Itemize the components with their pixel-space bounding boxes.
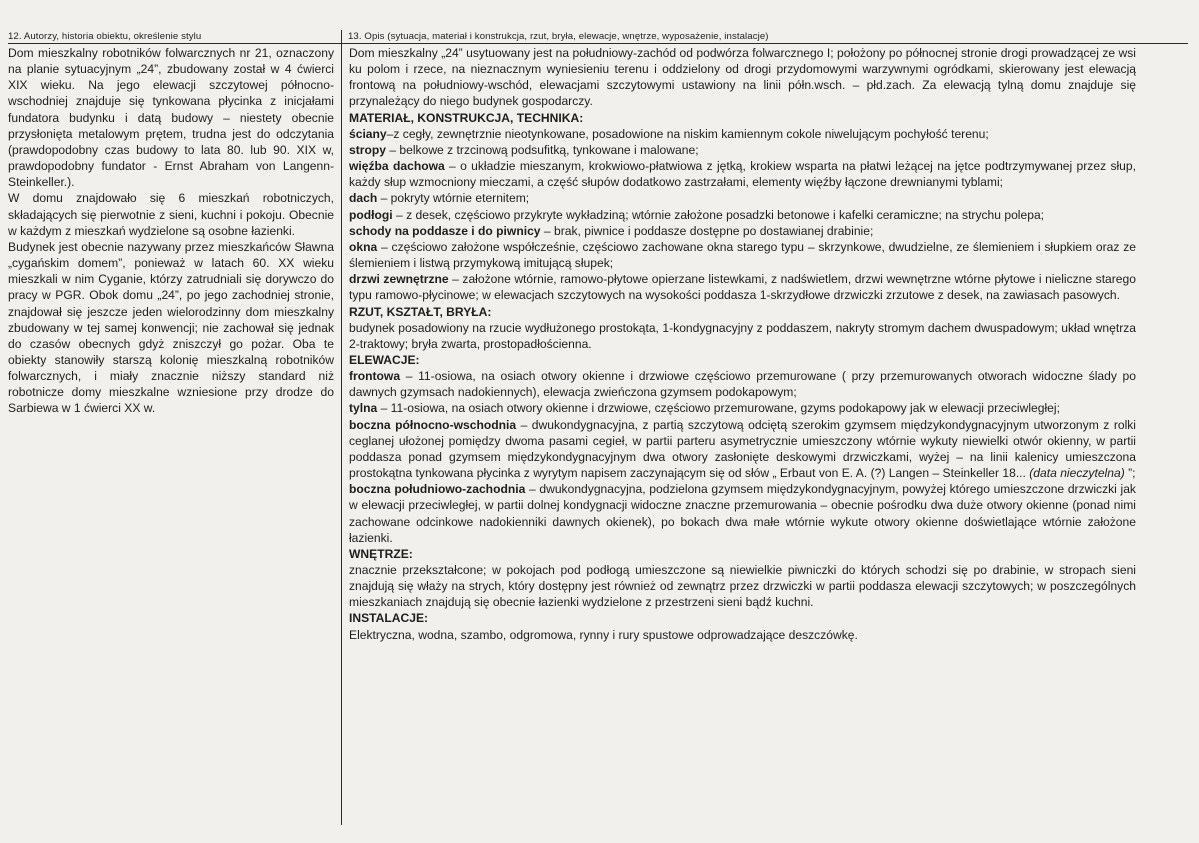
item-text: – częściowo założone współcześnie, częściowo zachowane okna starego typu – skrzynkowe, dwudzielne, ze ślemieniem i słupkiem oraz ze ślemieniem i listwą przymykową imitującą słupek;	[349, 239, 1136, 271]
item-text: – dwukondygnacyjna, z partią szczytową odciętą szerokim gzymsem międzykondygnacyjnym utworzonym z rolki ceglanej ułożonej pomiędzy dwoma pasami cegieł, w partii parteru asymetrycznie umieszczony wtórnie wykuty niewielki otwór okienny, w partii poddasza ponad gzymsem międzykondygnacyjnym dwa otwory zasłonięte deskowymi drzwiczkami, wyżej – na linii kalenicy umieszczona prostokątna tynkowana płycinka z wyrytym napisem zaczynającym się od słów „ Erbaut von E. A. (?) Langen – Steinkeller 18...	[349, 417, 1136, 481]
item-podlogi	[349, 207, 1136, 223]
item-text-end: ”;	[1124, 466, 1136, 481]
item-text: – dwukondygnacyjna, podzielona gzymsem międzykondygnacyjnym, powyżej którego umieszczone drzwiczki jak w elewacji przeciwległej, w partii dolnej kondygnacji widoczne znaczne przemurowania – obecnie pośrodku dwa duże otwory okienne (ponad nimi zachowane odcinkowe nadokienniki dawnych okienek), po bokach dwa małe wtórnie wykute otwory okienne doświetlające wtórnie założone łazienki.	[349, 482, 1136, 545]
history-paragraph: Dom mieszkalny robotników folwarcznych nr 21, oznaczony na planie sytuacyjnym „24”, zbudowany został w 4 ćwierci XIX wieku. Na jego elewacji szczytowej północno-wschodniej znajduje się tynkowana płycinka z inicjałami fundatora budynku i datą budowy – niestety obecnie przysłonięta metalowym prętem, trudna jest do odczytania (prawdopodobny czas budowy to lata 80. lub 90. XIX w, prawdopodobny fundator - Ernst Abraham von Langenn-Steinkeller.).	[8, 46, 334, 190]
item-italic-note: (data nieczytelna)	[1029, 466, 1125, 481]
item-text: – brak, piwnice i poddasze dostępne po dostawianej drabinie;	[540, 223, 874, 238]
item-drzwi	[349, 271, 1136, 303]
item-label: boczna północno-wschodnia	[349, 417, 517, 432]
item-text: – 11-osiowa, na osiach otwory okienne i drzwiowe, częściowo przemurowane, gzyms podokapowy jak w elewacji przeciwległej;	[377, 401, 1060, 416]
item-label: frontowa	[349, 369, 401, 384]
document-page	[8, 30, 1188, 830]
section-heading-elewacje: ELEWACJE:	[349, 352, 420, 367]
history-paragraph: Budynek jest obecnie nazywany przez mieszkańców Sławna „cygańskim domem”, ponieważ w latach 60. XX wieku mieszkali w nim Cyganie, którzy zatrudniali się dorywczo do pracy w PGR. Obok domu „24”, po jego zachodniej stronie, znajdował się jeszcze jeden wielorodzinny dom mieszkalny zbudowany w tej samej konwencji; nie zachował się jednak do czasów obecnych gdyż zniszczył go pożar. Oba te obiekty stanowiły starszą kolonię mieszkalną robotników folwarcznych, i miały znacznie niższy standard niż robotnicze domy mieszkalne wzniesione przy drodze do Sarbiewa w 1 ćwierci XX w.	[8, 239, 334, 416]
instalacje-paragraph: Elektryczna, wodna, szambo, odgromowa, rynny i rury spustowe odprowadzające deszczówkę.	[349, 627, 858, 642]
item-label: boczna południowo-zachodnia	[349, 482, 526, 497]
item-dach	[349, 190, 1136, 206]
item-stropy	[349, 142, 1136, 158]
item-text: – pokryty wtórnie eternitem;	[377, 191, 530, 206]
item-schody	[349, 223, 1136, 239]
history-paragraph: W domu znajdowało się 6 mieszkań robotniczych, składających się pierwotnie z sieni, kuchni i pokoju. Obecnie w każdym z mieszkań wydzielone są osobne łazienki.	[8, 191, 334, 238]
item-label: schody na poddasze i do piwnicy	[349, 223, 541, 238]
item-pn-wsch	[349, 417, 1136, 482]
item-tylna	[349, 400, 1136, 416]
column-divider	[341, 30, 342, 825]
item-wiezba	[349, 158, 1136, 190]
header-rule	[8, 43, 1188, 44]
header-description: 13. Opis (sytuacja, materiał i konstrukcja, rzut, bryła, elewacje, wnętrze, wyposażenie, instalacje)	[348, 31, 769, 42]
item-okna	[349, 239, 1136, 271]
situation-paragraph: Dom mieszkalny „24” usytuowany jest na południowy-zachód od podwórza folwarcznego I; położony po północnej stronie drogi prowadzącej ze wsi ku polom i rzece, na nieznacznym wyniesieniu terenu i oddzielony od drogi przydomowymi warzywnymi ogródkami, skierowany jest elewacją frontową na południowy-wschód, elewacjami szczytowymi ustawiony na linii półn.wsch. – płd.zach. Za elewacją tylną domu znajduje się przynależący do niego budynek gospodarczy.	[349, 46, 1136, 109]
item-frontowa	[349, 368, 1136, 400]
section-heading-wnetrze: WNĘTRZE:	[349, 546, 413, 561]
wnetrze-paragraph: znacznie przekształcone; w pokojach pod podłogą umieszczone są niewielkie piwniczki do których schodzi się po drabinie, w stropach sieni znajdują się właży na strych, który dostępny jest również od zewnątrz przez drzwiczki w partii poddasza elewacji szczytowych; w poszczególnych mieszkaniach znajdują się obecnie łazienki wydzielone z przestrzeni sieni bądź kuchni.	[349, 563, 1136, 610]
section-heading-rzut: RZUT, KSZTAŁT, BRYŁA:	[349, 304, 492, 319]
item-text: – z desek, częściowo przykryte wykładziną; wtórnie założone posadzki betonowe i kafelki ceramiczne; na strychu polepa;	[392, 207, 1045, 222]
description-column	[349, 45, 1136, 643]
item-text: – założone wtórnie, ramowo-płytowe opierzane listewkami, z nadświetlem, drzwi wewnętrzne wtórne płytowe i nieliczne starego typu ramowo-płycinowe; w elewacjach szczytowych na wysokości poddasza 1-skrzydłowe drzwiczki zrzutowe z desek, na zawiasach pasowych.	[349, 272, 1136, 303]
item-label: więźba dachowa	[349, 159, 445, 174]
section-heading-instalacje: INSTALACJE:	[349, 611, 429, 626]
rzut-paragraph: budynek posadowiony na rzucie wydłużonego prostokąta, 1-kondygnacyjny z poddaszem, nakryty stromym dachem dwuspadowym; układ wnętrza 2-traktowy; bryła zwarta, prostopadłościenna.	[349, 320, 1136, 351]
header-authors-history: 12. Autorzy, historia obiektu, określenie stylu	[8, 31, 202, 42]
history-column	[8, 45, 334, 417]
section-heading-material: MATERIAŁ, KONSTRUKCJA, TECHNIKA:	[349, 110, 584, 125]
item-label: ściany	[349, 126, 387, 141]
item-text: – o układzie mieszanym, krokwiowo-płatwiowa z jętką, krokiew wsparta na płatwi leżącej na jętce podtrzymywanej przez słup, każdy słup wzmocniony mieczami, a część słupów dodatkowo zastrzałami, elementy więźby łączone drewnianymi tyblami;	[349, 159, 1136, 190]
item-label: okna	[349, 239, 378, 254]
item-label: stropy	[349, 142, 386, 157]
item-label: drzwi zewnętrzne	[349, 272, 449, 287]
item-text: – 11-osiowa, na osiach otwory okienne i drzwiowe częściowo przemurowane ( przy przemurowanych otworach widoczne ślady po dawnych gzymsach nadokiennych), elewacja zwieńczona gzymsem podokapowym;	[349, 369, 1136, 400]
item-pd-zach	[349, 481, 1136, 546]
item-label: dach	[349, 191, 378, 206]
item-text: –z cegły, zewnętrznie nieotynkowane, posadowione na niskim kamiennym cokole niwelującym pochyłość terenu;	[386, 126, 989, 141]
item-label: tylna	[349, 401, 378, 416]
item-sciany	[349, 126, 1136, 142]
item-text: – belkowe z trzcinową podsufitką, tynkowane i malowane;	[385, 142, 699, 157]
item-label: podłogi	[349, 207, 393, 222]
